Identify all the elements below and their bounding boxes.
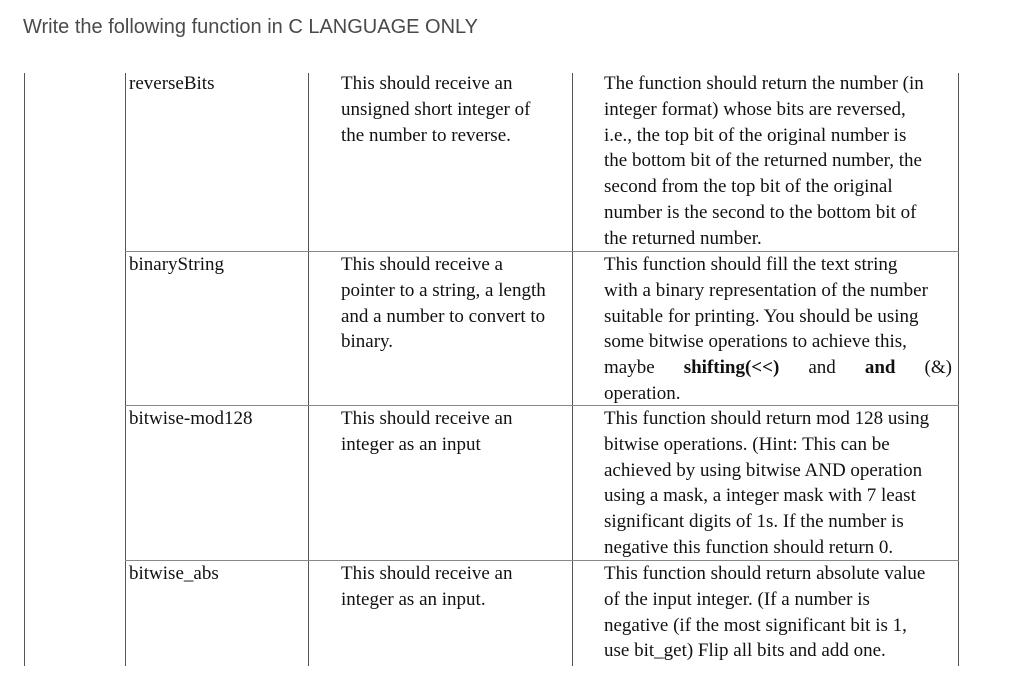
output-line: significant digits of 1s. If the number is: [604, 511, 904, 533]
output-line: the bottom bit of the returned number, the: [604, 150, 922, 172]
output-line: negative this function should return 0.: [604, 536, 894, 558]
input-line: the number to reverse.: [341, 124, 511, 146]
output-line: This function should return mod 128 using: [604, 408, 930, 429]
output-description: [604, 71, 952, 252]
output-line: integer format) whose bits are reversed,: [604, 98, 906, 120]
column-divider-4: [958, 73, 959, 666]
output-line: negative (if the most significant bit is 1,: [604, 614, 907, 636]
output-line: operation.: [604, 382, 681, 404]
output-word-bold: and: [864, 357, 896, 379]
input-line: This should receive an: [341, 408, 513, 429]
output-word-bold: shifting(<<): [683, 357, 780, 379]
input-line: integer as an input.: [341, 588, 486, 610]
output-line: bitwise operations. (Hint: This can be: [604, 433, 890, 455]
input-line: binary.: [341, 331, 394, 353]
output-line: of the input integer. (If a number is: [604, 588, 870, 610]
column-divider-3: [572, 73, 573, 666]
output-line: suitable for printing. You should be using: [604, 305, 919, 327]
input-line: [341, 71, 559, 97]
output-description: [604, 252, 952, 407]
output-line: This function should return absolute value: [604, 563, 926, 584]
input-description: [341, 252, 559, 355]
input-line: This should receive a: [341, 254, 503, 275]
output-word: and: [808, 357, 836, 379]
input-description: [341, 406, 559, 458]
output-line: second from the top bit of the original: [604, 176, 893, 198]
output-line: achieved by using bitwise AND operation: [604, 459, 923, 481]
input-description: [341, 71, 559, 148]
input-text: This should receive an: [341, 73, 513, 94]
column-divider-2: [308, 73, 309, 666]
function-name: binaryString: [129, 254, 224, 275]
output-line: The function should return the number (in: [604, 73, 924, 94]
output-line: some bitwise operations to achieve this,: [604, 331, 907, 353]
column-divider-1: [125, 73, 126, 666]
output-description: [604, 406, 952, 561]
input-line: integer as an input: [341, 433, 481, 455]
input-description: [341, 561, 559, 613]
page-heading: Write the following function in C LANGUAGE ONLY: [23, 16, 478, 38]
output-line: number is the second to the bottom bit of: [604, 201, 917, 223]
output-line: use bit_get) Flip all bits and add one.: [604, 640, 886, 662]
input-line: and a number to convert to: [341, 305, 546, 327]
input-line: pointer to a string, a length: [341, 279, 546, 301]
output-line: i.e., the top bit of the original number is: [604, 124, 907, 146]
output-line: with a binary representation of the number: [604, 279, 928, 301]
function-name: bitwise-mod128: [129, 408, 253, 429]
output-line: [604, 355, 952, 381]
table-left-edge: [24, 73, 25, 666]
output-word: (&): [924, 357, 952, 379]
input-line: This should receive an: [341, 563, 513, 584]
function-name: bitwise_abs: [129, 563, 219, 584]
output-line: using a mask, a integer mask with 7 least: [604, 485, 916, 507]
output-description: [604, 561, 952, 664]
function-name: reverseBits: [129, 73, 215, 94]
output-word: maybe: [604, 357, 655, 379]
output-line: the returned number.: [604, 227, 762, 249]
output-line: This function should fill the text string: [604, 254, 898, 275]
input-line: unsigned short integer of: [341, 98, 531, 120]
